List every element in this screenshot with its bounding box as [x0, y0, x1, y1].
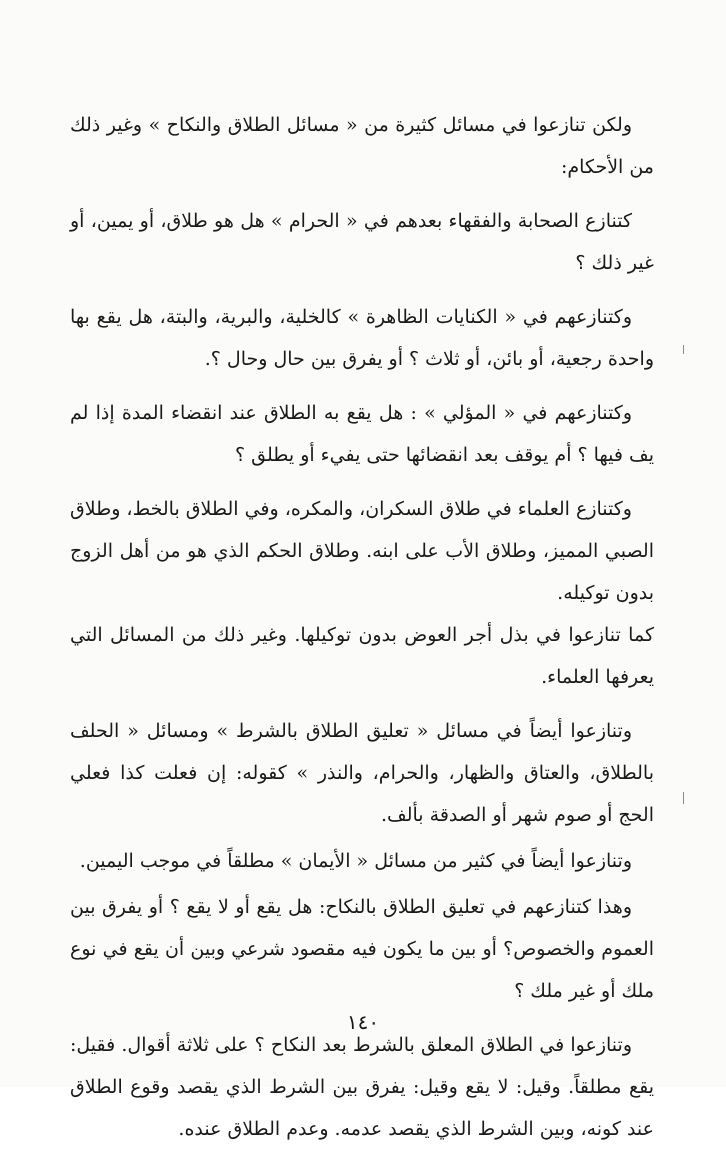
paragraph-sakran: وكتنازع العلماء في طلاق السكران، والمكره، وفي الطلاق بالخط، وطلاق الصبي المميز، وطلاق الأب على ابنه. وطلاق الحكم الذي هو من أهل الزوج بدون توكيله. — [70, 498, 654, 604]
paragraph-kinayat: وكتنازعهم في « الكنايات الظاهرة » كالخلية، والبرية، والبتة، هل يقع بها واحدة رجعية، أو بائن، أو ثلاث ؟ أو يفرق بين حال وحال ؟. — [70, 306, 654, 370]
paragraph-three-views: وتنازعوا في الطلاق المعلق بالشرط بعد النكاح ؟ على ثلاثة أقوال. فقيل: يقع مطلقاً. وقيل: لا يقع وقيل: يفرق بين الشرط الذي يقصد وقوع الطلاق عند كونه، وبين الشرط الذي يقصد عدمه. وعدم الطلاق عنده. — [70, 1034, 654, 1140]
paragraph-haram: كتنازع الصحابة والفقهاء بعدهم في « الحرام » هل هو طلاق، أو يمين، أو غير ذلك ؟ — [70, 210, 654, 274]
margin-mark-middle — [683, 792, 684, 804]
page-body-text — [70, 104, 654, 1150]
paragraph-mouli: وكتنازعهم في « المؤلي » : هل يقع به الطلاق عند انقضاء المدة إذا لم يف فيها ؟ أم يوقف بعد انقضائها حتى يفيء أو يطلق ؟ — [70, 402, 654, 466]
paragraph-nikah: وهذا كتنازعهم في تعليق الطلاق بالنكاح: هل يقع أو لا يقع ؟ أو يفرق بين العموم والخصوص؟ أو بين ما يكون فيه مقصود شرعي وبين أن يقع في نوع ملك أو غير ملك ؟ — [70, 896, 654, 1002]
page-number: ١٤٠ — [346, 1010, 380, 1034]
margin-mark-top — [683, 345, 684, 354]
paragraph-intro: ولكن تنازعوا في مسائل كثيرة من « مسائل الطلاق والنكاح » وغير ذلك من الأحكام: — [70, 114, 654, 178]
paragraph-ayman: وتنازعوا أيضاً في كثير من مسائل « الأيمان » مطلقاً في موجب اليمين. — [79, 850, 632, 872]
paragraph-taaliq: وتنازعوا أيضاً في مسائل « تعليق الطلاق بالشرط » ومسائل « الحلف بالطلاق، والعتاق والظهار، والحرام، والنذر » كقوله: إن فعلت كذا فعلي الحج أو صوم شهر أو الصدقة بألف. — [70, 720, 654, 826]
paragraph-iwad: كما تنازعوا في بذل أجر العوض بدون توكيلها. وغير ذلك من المسائل التي يعرفها العلماء. — [70, 624, 654, 688]
